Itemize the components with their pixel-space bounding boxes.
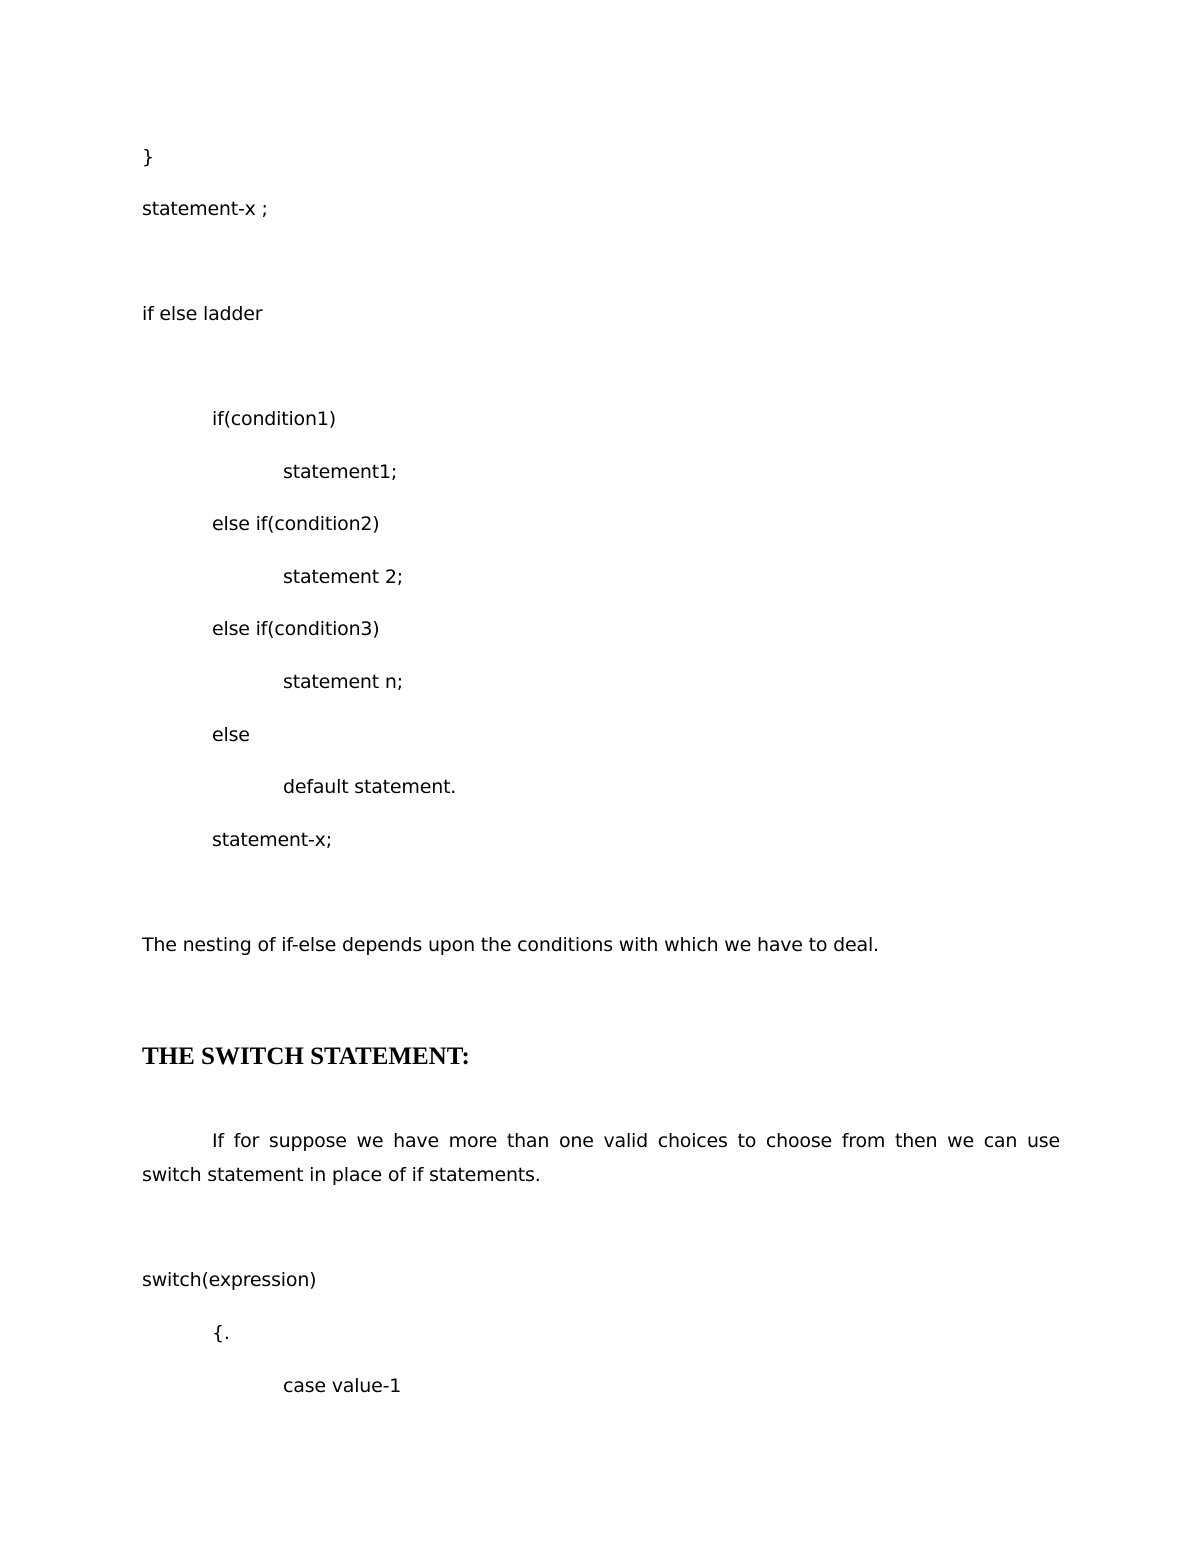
else-line: else — [212, 724, 250, 746]
statement-x-line-2: statement-x; — [212, 829, 332, 851]
switch-heading: THE SWITCH STATEMENT: — [142, 1043, 470, 1070]
statement2-line: statement 2; — [283, 566, 403, 588]
switch-paragraph-line1: If for suppose we have more than one valid choices to choose from then we can use — [212, 1130, 1060, 1152]
open-brace-line: {. — [212, 1322, 230, 1344]
if-condition1-line: if(condition1) — [212, 408, 336, 430]
case-value-1-line: case value-1 — [283, 1375, 402, 1397]
statement-n-line: statement n; — [283, 671, 403, 693]
else-if-condition2-line: else if(condition2) — [212, 513, 380, 535]
closing-brace: } — [142, 146, 154, 168]
statement-x-line: statement-x ; — [142, 198, 268, 220]
switch-expression-line: switch(expression) — [142, 1269, 317, 1291]
statement1-line: statement1; — [283, 461, 398, 483]
switch-paragraph — [142, 1124, 1060, 1192]
nesting-note: The nesting of if-else depends upon the conditions with which we have to deal. — [142, 934, 879, 956]
default-statement-line: default statement. — [283, 776, 457, 798]
switch-paragraph-line2: switch statement in place of if statements. — [142, 1164, 541, 1186]
else-if-condition3-line: else if(condition3) — [212, 618, 380, 640]
ladder-title: if else ladder — [142, 303, 263, 325]
